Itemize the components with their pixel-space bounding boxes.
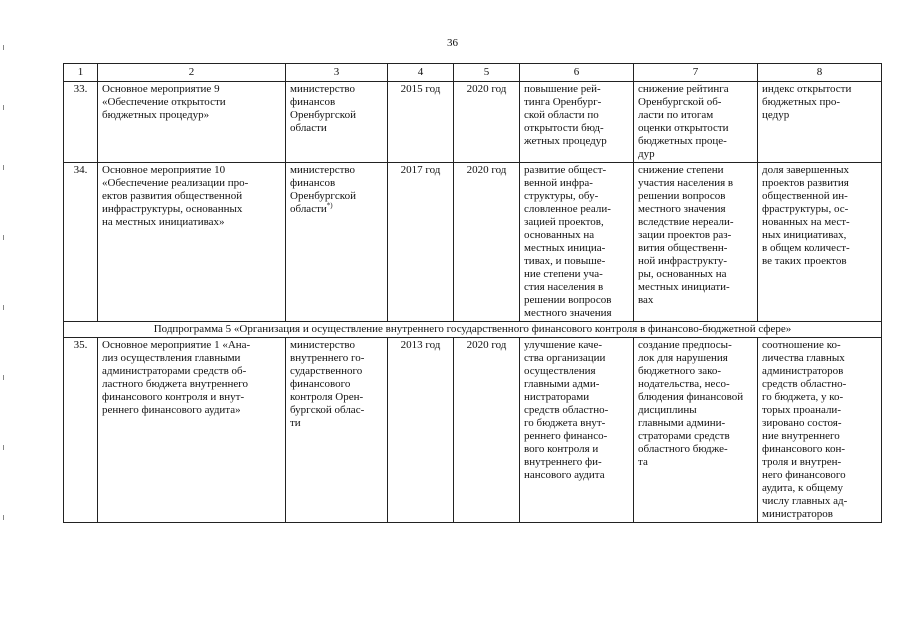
subprogram-row (64, 322, 882, 338)
row-number: 34. (64, 163, 98, 322)
column-number: 6 (520, 64, 634, 82)
table-row (64, 338, 882, 523)
table-row (64, 163, 882, 322)
non-implementation-consequence: снижение степени участия населения в решении вопросов местного значения вследствие нереали- зации проектов раз- вития общественн- ной инфраструкту- ры, основанных на местных инициати- вах (634, 163, 758, 322)
start-year: 2013 год (388, 338, 454, 523)
measure-name: Основное мероприятие 1 «Ана- лиз осуществления главными администраторами средств об- ластного бюджета внутреннего финансового контроля и внут- реннего финансового аудита» (98, 338, 286, 523)
related-indicator: доля завершенных проектов развития общественной ин- фраструктуры, ос- нованных на мест- ных инициативах, в общем количест- ве таких проектов (758, 163, 882, 322)
column-number: 5 (454, 64, 520, 82)
expected-result: повышение рей- тинга Оренбург- ской области по открытости бюд- жетных процедур (520, 82, 634, 163)
column-number: 2 (98, 64, 286, 82)
end-year: 2020 год (454, 82, 520, 163)
page-number: 36 (447, 37, 458, 49)
responsible-executor: министерство внутреннего го- сударственного финансового контроля Орен- бургской облас- ти (286, 338, 388, 523)
responsible-executor: министерство финансов Оренбургской области (290, 164, 356, 215)
related-indicator: соотношение ко- личества главных администраторов средств областно- го бюджета, у ко- торых проанали- зировано состоя- ние внутреннего финансового кон- троля и внутрен- него финансового аудита, к общему числу главных ад- министраторов (758, 338, 882, 523)
responsible-executor: министерство финансов Оренбургской области (286, 82, 388, 163)
expected-result: развитие общест- венной инфра- структуры, обу- словленное реали- зацией проектов, основанных на местных инициа- тивах, и повыше- ние степени уча- стия населения в решении вопросов местного значения (520, 163, 634, 322)
column-number-row (64, 64, 882, 82)
end-year: 2020 год (454, 338, 520, 523)
subprogram-title: Подпрограмма 5 «Организация и осуществление внутреннего государственного финансового контроля в финансово-бюджетной сфере» (64, 322, 882, 338)
column-number: 4 (388, 64, 454, 82)
column-number: 3 (286, 64, 388, 82)
column-number: 8 (758, 64, 882, 82)
expected-result: улучшение каче- ства организации осуществления главными адми- нистраторами средств областно- го бюджета внут- реннего финансо- вого контроля и внутреннего фи- нансового аудита (520, 338, 634, 523)
row-number: 35. (64, 338, 98, 523)
start-year: 2017 год (388, 163, 454, 322)
measure-name: Основное мероприятие 10 «Обеспечение реализации про- ектов развития общественной инфраструктуры, основанных на местных инициативах» (98, 163, 286, 322)
start-year: 2015 год (388, 82, 454, 163)
measure-name: Основное мероприятие 9 «Обеспечение открытости бюджетных процедур» (98, 82, 286, 163)
row-number: 33. (64, 82, 98, 163)
column-number: 1 (64, 64, 98, 82)
footnote-mark: *) (326, 201, 333, 210)
measures-table (63, 63, 882, 523)
related-indicator: индекс открытости бюджетных про- цедур (758, 82, 882, 163)
column-number: 7 (634, 64, 758, 82)
margin-marks (3, 45, 5, 565)
responsible-executor-cell (286, 163, 388, 322)
end-year: 2020 год (454, 163, 520, 322)
table-row (64, 82, 882, 163)
non-implementation-consequence: снижение рейтинга Оренбургской об- ласти по итогам оценки открытости бюджетных проце- дур (634, 82, 758, 163)
non-implementation-consequence: создание предпосы- лок для нарушения бюджетного зако- нодательства, несо- блюдения финансовой дисциплины главными админи- страторами средств областного бюдже- та (634, 338, 758, 523)
